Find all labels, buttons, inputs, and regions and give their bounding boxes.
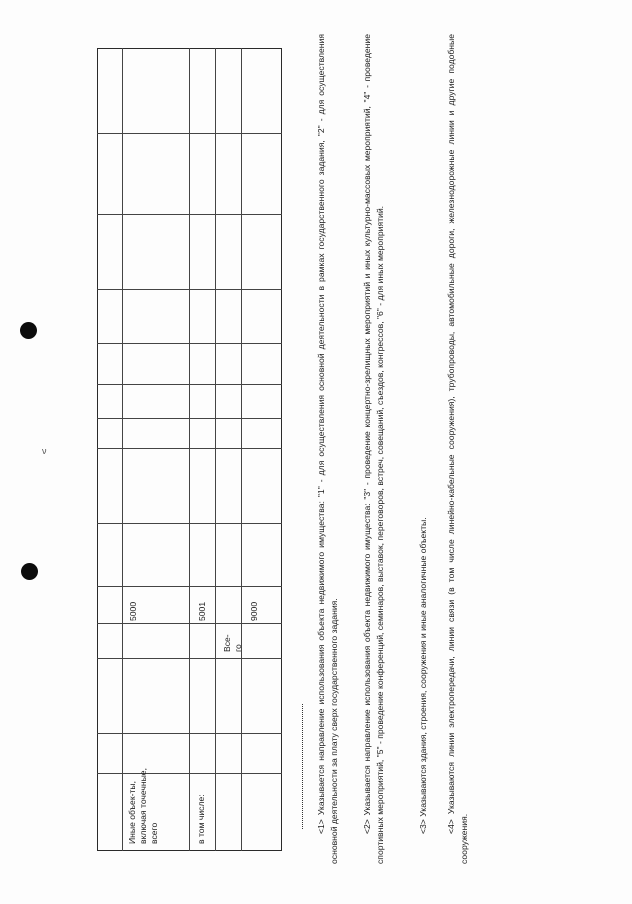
footnote-text: <3> Указываются здания, строения, сооружения и иные аналогичные объекты.	[418, 517, 428, 834]
row-divider	[122, 48, 123, 851]
row-code: 5000	[128, 601, 138, 621]
row-label: Иные объек-ты, включая точечные, всего	[127, 768, 159, 844]
footnote-text: <4> Указываются линии электропередачи, линии связи (в том числе линейно-кабельные сооружения), трубопроводы, автомобильные дороги, железнодорожные линии и другие подобные сооружения.	[446, 34, 469, 864]
pen-mark: ν	[42, 446, 47, 456]
footnote-separator	[302, 704, 303, 829]
footnote-text: <1> Указывается направление использования объекта недвижимого имущества: "1" - для осуществления основной деятельности в рамках государственного задания, "2" - для осуществления основной деятельности за плату сверх государственного задания.	[316, 34, 339, 864]
row-code: 9000	[249, 601, 259, 621]
row-divider	[215, 48, 216, 851]
row-divider	[189, 48, 190, 851]
row-code: 5001	[197, 601, 207, 621]
row-label: в том числе:	[196, 794, 206, 844]
footnote-3	[417, 34, 430, 864]
footnote-4	[445, 34, 471, 864]
footnote-1	[315, 34, 341, 864]
total-label: Все-го	[222, 634, 243, 652]
row-divider	[241, 48, 242, 851]
footnote-text: <2> Указывается направление использования объекта недвижимого имущества: "3" - проведение концертно-зрелищных мероприятий и иных культурно-массовых мероприятий, "4" - проведение спортивных мероприятий, "5" - проведение конференций, семинаров, выставок, переговоров, встреч, совещаний, съездов, конгрессов, "6" - для иных мероприятий.	[362, 34, 385, 864]
footnote-2	[361, 34, 387, 864]
